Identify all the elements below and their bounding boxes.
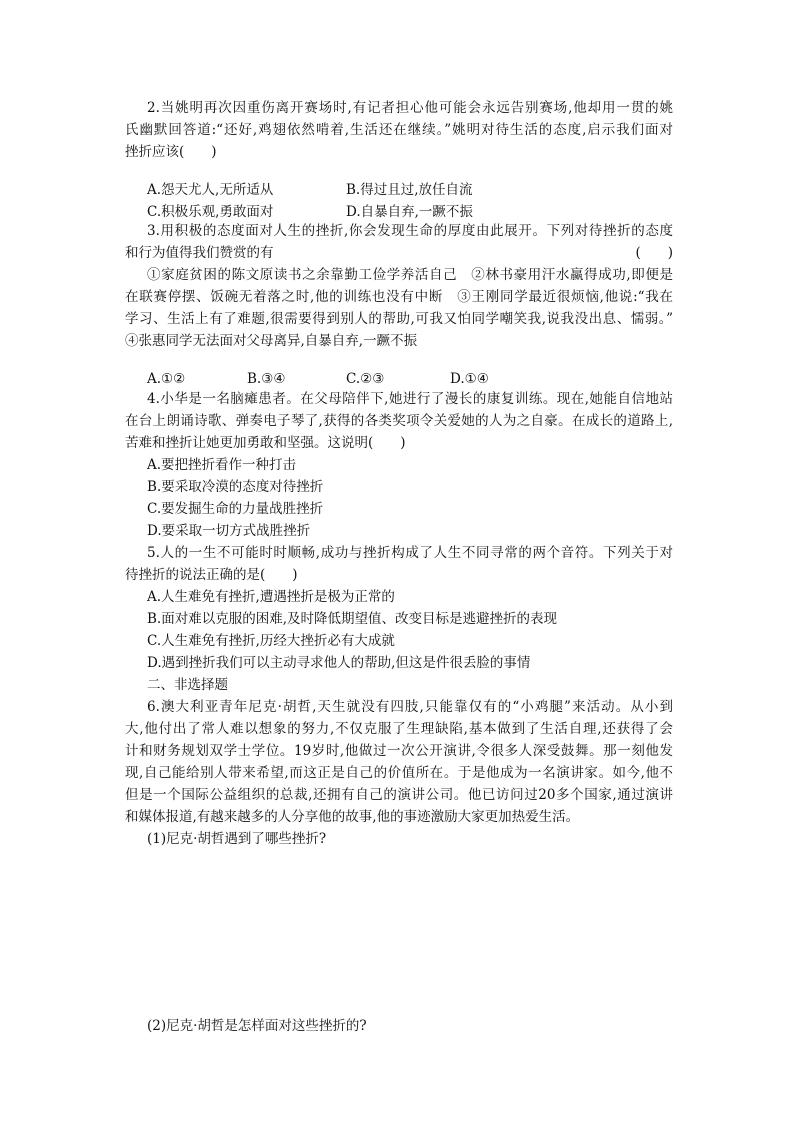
q4-stem-line-1: 4.小华是一名脑瘫患者。在父母陪伴下,她进行了漫长的康复训练。现在,她能自信地站 xyxy=(147,391,673,407)
q6-passage-line-4: 现,自己能给别人带来希望,而这正是自己的价值所在。于是他成为一名演讲家。如今,他不 xyxy=(125,765,673,781)
q2-options-row-1 xyxy=(125,179,673,201)
q2-stem-line-3: 挫折应该( ) xyxy=(125,144,217,160)
q3-answer-paren: ( ) xyxy=(635,245,673,261)
q3-option-c: C.②③ xyxy=(346,371,385,387)
q2-stem-line-2: 氏幽默回答道:“还好,鸡翅依然啃着,生活还在继续。”姚明对待生活的态度,启示我们面对 xyxy=(125,122,673,138)
q6-passage-line-6: 和媒体报道,有越来越多的人分享他的故事,他的事迹激励大家更加热爱生活。 xyxy=(125,809,580,825)
q3-option-b: B.③④ xyxy=(247,371,286,387)
q4-option-a: A.要把挫折看作一种打击 xyxy=(147,457,297,473)
q2-option-a: A.怨天尤人,无所适从 xyxy=(147,182,274,198)
q6-passage-line-5: 但是一个国际公益组织的总裁,还拥有自己的演讲公司。他已访问过20多个国家,通过演讲 xyxy=(125,787,673,803)
section-heading-non-choice: 二、非选择题 xyxy=(147,677,228,693)
q3-stem-line-2 xyxy=(125,242,673,264)
q6-passage-line-2: 大,他付出了常人难以想象的努力,不仅克服了生理缺陷,基本做到了生活自理,还获得了会 xyxy=(125,721,673,737)
q5-option-a: A.人生难免有挫折,遭遇挫折是极为正常的 xyxy=(147,589,395,605)
q5-stem-line-1: 5.人的一生不可能时时顺畅,成功与挫折构成了人生不同寻常的两个音符。下列关于对 xyxy=(147,545,673,561)
q3-statement-line-1: ①家庭贫困的陈文原读书之余靠勤工俭学养活自己 ②林书豪用汗水赢得成功,即便是 xyxy=(147,267,673,283)
q3-stem-line-1: 3.用积极的态度面对人生的挫折,你会发现生命的厚度由此展开。下列对待挫折的态度 xyxy=(147,223,673,239)
q5-stem-line-2: 待挫折的说法正确的是( ) xyxy=(125,567,298,583)
q3-statement-line-2: 在联赛停摆、饭碗无着落之时,他的训练也没有中断 ③王刚同学最近很烦恼,他说:“我在 xyxy=(125,289,673,305)
q6-passage-line-3: 计和财务规划双学士学位。19岁时,他做过一次公开演讲,令很多人深受鼓舞。那一刻他发 xyxy=(125,743,673,759)
q3-statement-line-3: 学习、生活上有了难题,很需要得到别人的帮助,可我又怕同学嘲笑我,说我没出息、懦弱。” xyxy=(125,311,673,327)
q5-option-b: B.面对难以克服的困难,及时降低期望值、改变目标是逃避挫折的表现 xyxy=(147,611,558,627)
q4-option-d: D.要采取一切方式战胜挫折 xyxy=(147,523,311,539)
q5-option-c: C.人生难免有挫折,历经大挫折必有大成就 xyxy=(147,633,395,649)
q2-option-b: B.得过且过,放任自流 xyxy=(346,182,473,198)
q4-option-c: C.要发掘生命的力量战胜挫折 xyxy=(147,501,324,517)
q4-stem-line-3: 苦难和挫折让她更加勇敢和坚强。这说明( ) xyxy=(125,435,406,451)
q4-option-b: B.要采取冷漠的态度对待挫折 xyxy=(147,479,324,495)
q4-stem-line-2: 在台上朗诵诗歌、弹奏电子琴了,获得的各类奖项令关爱她的人为之自豪。在成长的道路上, xyxy=(125,413,673,429)
q3-option-d: D.①④ xyxy=(450,371,489,387)
q6-passage-line-1: 6.澳大利亚青年尼克·胡哲,天生就没有四肢,只能靠仅有的“小鸡腿”来活动。从小到 xyxy=(147,699,673,715)
q2-stem-line-1: 2.当姚明再次因重伤离开赛场时,有记者担心他可能会永远告别赛场,他却用一贯的姚 xyxy=(147,100,673,116)
q3-options-row xyxy=(125,368,673,390)
q6-subquestion-1: (1)尼克·胡哲遇到了哪些挫折? xyxy=(147,831,327,847)
q3-statement-line-4: ④张惠同学无法面对父母离异,自暴自弃,一蹶不振 xyxy=(125,333,418,349)
q6-subquestion-2: (2)尼克·胡哲是怎样面对这些挫折的? xyxy=(147,1018,367,1034)
q3-stem-text: 和行为值得我们赞赏的有 xyxy=(125,245,274,261)
q5-option-d: D.遇到挫折我们可以主动寻求他人的帮助,但这是件很丢脸的事情 xyxy=(147,655,531,671)
q2-option-d: D.自暴自弃,一蹶不振 xyxy=(346,204,473,220)
q2-option-c: C.积极乐观,勇敢面对 xyxy=(147,204,274,220)
q3-option-a: A.①② xyxy=(147,371,186,387)
